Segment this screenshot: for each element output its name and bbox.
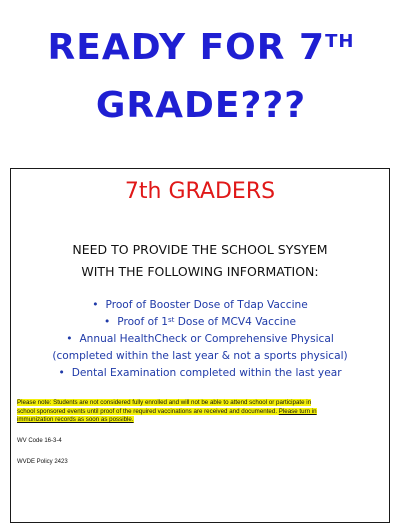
instruction-line-2: WITH THE FOLLOWING INFORMATION: bbox=[81, 264, 319, 279]
requirements-list bbox=[11, 297, 389, 382]
notice-line-1: Please note: Students are not considered fully enrolled and will not be able to attend school or participate in bbox=[17, 399, 312, 406]
bullet-icon: • bbox=[66, 333, 73, 345]
list-item bbox=[11, 314, 389, 331]
box-title: 7th GRADERS bbox=[124, 179, 276, 204]
enrollment-notice bbox=[17, 399, 383, 425]
list-item-text: Proof of 1 bbox=[117, 316, 168, 328]
list-item bbox=[11, 331, 389, 348]
notice-underlined: Please turn in bbox=[278, 407, 317, 415]
headline-superscript: TH bbox=[325, 31, 355, 52]
list-item bbox=[11, 297, 389, 314]
list-item-text: Dental Examination completed within the last year bbox=[71, 367, 342, 379]
bullet-icon: • bbox=[58, 367, 65, 379]
list-item-text: Annual HealthCheck or Comprehensive Physical bbox=[79, 333, 334, 345]
ordinal-superscript: st bbox=[167, 316, 175, 324]
instruction-line-1: NEED TO PROVIDE THE SCHOOL SYSYEM bbox=[72, 242, 328, 257]
notice-line-2: school sponsored events until proof of the required vaccinations are received and documented. bbox=[17, 407, 279, 415]
list-item-continuation: (completed within the last year & not a sports physical) bbox=[52, 350, 348, 362]
instruction-text bbox=[11, 239, 389, 283]
list-item-text: Proof of Booster Dose of Tdap Vaccine bbox=[105, 299, 308, 311]
list-item-text: Dose of MCV4 Vaccine bbox=[174, 316, 296, 328]
requirements-box bbox=[10, 168, 390, 523]
wv-code-reference: WV Code 16-3-4 bbox=[17, 438, 62, 444]
headline-line-2: GRADE??? bbox=[95, 85, 307, 126]
headline-line-1 bbox=[0, 28, 402, 68]
headline-text: READY FOR 7 bbox=[47, 27, 326, 68]
bullet-icon: • bbox=[92, 299, 99, 311]
notice-line-3: immunization records as soon as possible. bbox=[17, 416, 134, 423]
wvde-policy-reference: WVDE Policy 2423 bbox=[17, 459, 68, 465]
list-item bbox=[11, 365, 389, 382]
bullet-icon: • bbox=[104, 316, 111, 328]
